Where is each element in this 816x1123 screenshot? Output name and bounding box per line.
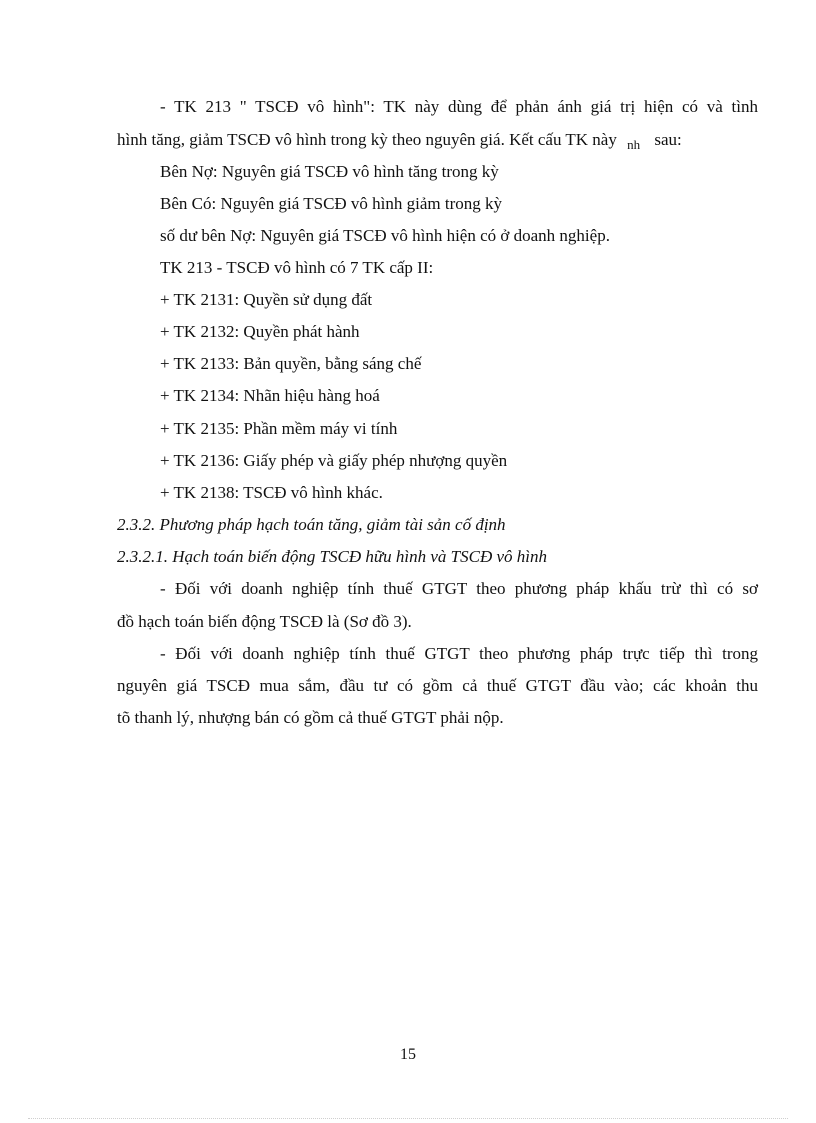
paragraph-line: đồ hạch toán biến động TSCĐ là (Sơ đồ 3). (117, 612, 412, 631)
paragraph-line: Bên Nợ: Nguyên giá TSCĐ vô hình tăng trong kỳ (160, 162, 499, 181)
list-item: + TK 2131: Quyền sử dụng đất (160, 290, 373, 309)
paragraph-line: Bên Có: Nguyên giá TSCĐ vô hình giảm trong kỳ (160, 194, 503, 213)
list-item: + TK 2132: Quyền phát hành (160, 322, 360, 341)
paragraph-line (117, 130, 682, 151)
paragraph-line: nguyên giá TSCĐ mua sắm, đầu tư có gồm cả thuế GTGT đầu vào; các khoản thu (117, 676, 758, 695)
list-item: + TK 2136: Giấy phép và giấy phép nhượng quyền (160, 451, 508, 470)
paragraph-line: - Đối với doanh nghiệp tính thuế GTGT theo phương pháp khấu trừ thì có sơ (160, 579, 758, 598)
section-heading: 2.3.2. Phương pháp hạch toán tăng, giảm tài sản cố định (117, 515, 506, 534)
list-item: + TK 2135: Phần mềm máy vi tính (160, 419, 398, 438)
paragraph-text: hình tăng, giảm TSCĐ vô hình trong kỳ theo nguyên giá. Kết cấu TK này (117, 130, 617, 149)
paragraph-line: tõ thanh lý, nhượng bán có gồm cả thuế GTGT phải nộp. (117, 708, 504, 727)
list-item: + TK 2133: Bản quyền, bằng sáng chế (160, 354, 422, 373)
subsection-heading: 2.3.2.1. Hạch toán biến động TSCĐ hữu hình và TSCĐ vô hình (117, 547, 548, 566)
page-number: 15 (400, 1046, 416, 1063)
paragraph-line: - TK 213 " TSCĐ vô hình": TK này dùng để phản ánh giá trị hiện có và tình (160, 97, 758, 116)
list-item: + TK 2134: Nhãn hiệu hàng hoá (160, 386, 380, 405)
paragraph-line: - Đối với doanh nghiệp tính thuế GTGT theo phương pháp trực tiếp thì trong (160, 644, 758, 663)
paragraph-text: sau: (654, 130, 682, 149)
paragraph-fragment: nh (627, 137, 641, 152)
paragraph-line: TK 213 - TSCĐ vô hình có 7 TK cấp II: (160, 258, 434, 277)
list-item: + TK 2138: TSCĐ vô hình khác. (160, 483, 383, 502)
page-bottom-rule (28, 1118, 788, 1119)
paragraph-line: số dư bên Nợ: Nguyên giá TSCĐ vô hình hiện có ở doanh nghiệp. (160, 226, 610, 245)
